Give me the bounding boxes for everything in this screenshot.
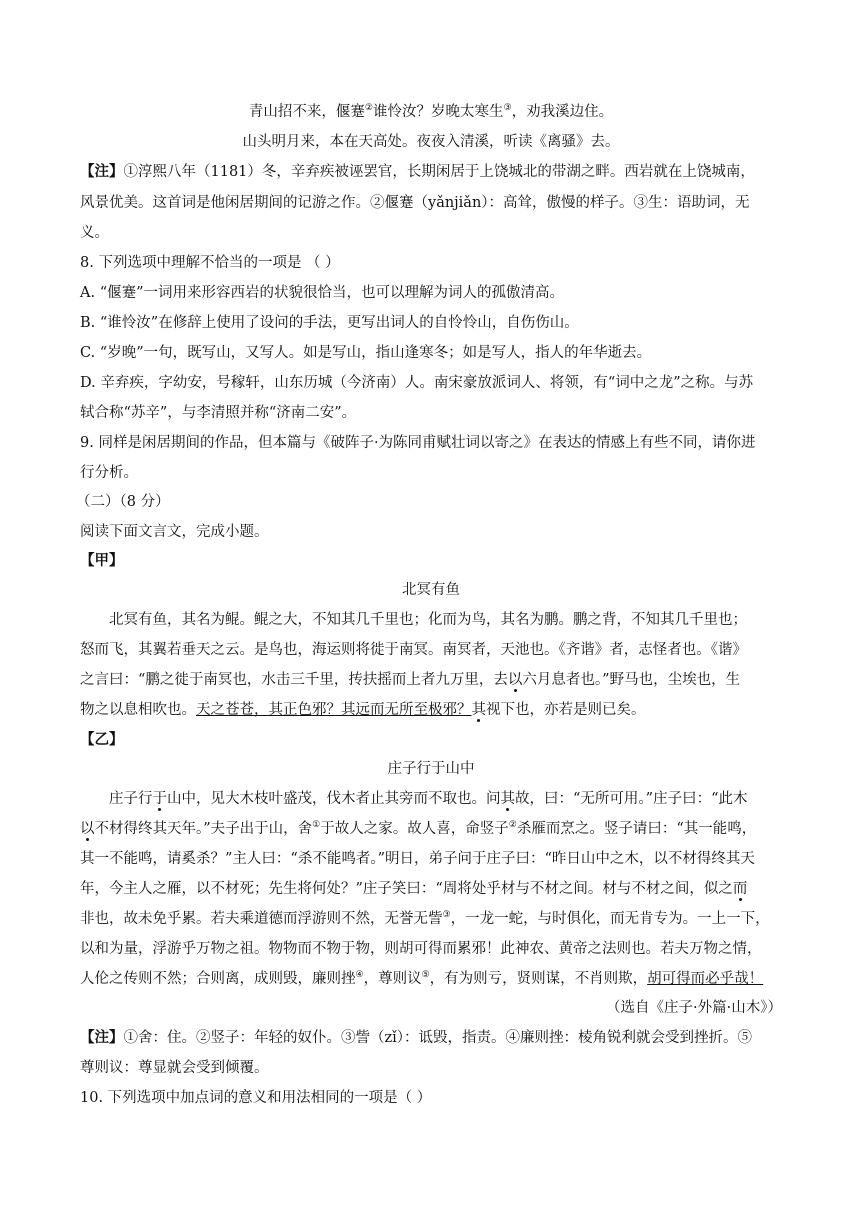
passage-jia-line-1: 北冥有鱼，其名为鲲。鲲之大，不知其几千里也；化而为鸟，其名为鹏。鹏之背，不知其几千里也； — [109, 612, 747, 628]
question-8-option-c: C. “岁晚”一句，既写山，又写人。如是写山，指山逢寒冬；如是写人，指人的年华逝去。 — [80, 345, 652, 361]
note-1-line-3: 义。 — [80, 225, 109, 241]
question-10-stem: 10. 下列选项中加点词的意义和用法相同的一项是（ ） — [80, 1090, 432, 1106]
dotted-word: 其 — [471, 702, 486, 718]
passage-yi-line-4: 年，今主人之雁，以不材死；先生将何处？”庄子笑曰：“周将处乎材与不材之间。材与不材之间，似之而 — [80, 881, 748, 897]
note-1-line-1: 【注】①淳熙八年（1181）冬，辛弃疾被诬罢官，长期闲居于上饶城北的带湖之畔。西岩就在上饶城南， — [80, 163, 755, 180]
section-heading: （二）（8 分） — [76, 494, 170, 510]
passage-yi-label: 【乙】 — [80, 731, 124, 748]
passage-jia-line-4: 物之以息相吹也。天之苍苍，其正色邪？其远而无所至极邪？其视下也，亦若是则已矣。 — [80, 702, 646, 718]
footnote-marker: ② — [508, 820, 517, 831]
question-9-line-1: 9. 同样是闲居期间的作品，但本篇与《破阵子·为陈同甫赋壮词以寄之》在表达的情感上有些不同，请你进 — [80, 435, 756, 451]
poem-line-2: 山头明月来，本在天高处。夜夜入清溪，听读《离骚》去。 — [242, 134, 620, 150]
question-8-stem: 8. 下列选项中理解不恰当的一项是 （ ） — [80, 255, 340, 271]
footnote-marker: ③ — [503, 103, 512, 114]
passage-jia-label: 【甲】 — [80, 552, 124, 569]
underlined-sentence: 胡可得而必乎哉！ — [647, 971, 764, 987]
note-1-line-2: 风景优美。这首词是他闲居期间的记游之作。②偃蹇（yǎnjiǎn）：高耸，傲慢的样子。③生：语助词，无 — [80, 195, 750, 211]
poem-line-1: 青山招不来，偃蹇②谁怜汝？岁晚太寒生③，劝我溪边住。 — [248, 103, 614, 120]
footnote-marker: ④ — [355, 970, 364, 981]
passage-yi-line-1: 庄子行于山中，见大木枝叶盛茂，伐木者止其旁而不取也。问其故，曰：“无所可用。”庄子曰：“此木 — [109, 791, 748, 807]
dotted-word: 以 — [507, 672, 523, 688]
passage-jia-title: 北冥有鱼 — [402, 582, 460, 598]
dotted-word: 其 — [500, 791, 515, 807]
passage-yi-line-2: 以不材得终其天年。”夫子出于山，舍①于故人之家。故人喜，命竖子②杀雁而烹之。竖子请曰：“其一能鸣， — [80, 820, 757, 837]
footnote-marker: ③ — [442, 910, 451, 921]
passage-jia-line-2: 怒而飞，其翼若垂天之云。是鸟也，海运则将徙于南冥。南冥者，天池也。《齐谐》者，志怪者也。《谐》 — [80, 642, 747, 658]
passage-jia-line-3: 之言曰：“鹏之徙于南冥也，水击三千里，抟扶摇而上者九万里，去以六月息者也。”野马也，尘埃也，生 — [80, 672, 741, 688]
note-label: 【注】 — [80, 1029, 124, 1046]
footnote-marker: ⑤ — [421, 970, 430, 981]
question-8-option-d-line-2: 轼合称“苏辛”，与李清照并称“济南二安”。 — [80, 405, 357, 421]
passage-yi-line-3: 其一不能鸣，请奚杀？”主人曰：“杀不能鸣者。”明日，弟子问于庄子曰：“昨日山中之木，以不材得终其天 — [80, 851, 755, 867]
footnote-marker: ① — [312, 820, 321, 831]
note-label: 【注】 — [80, 163, 124, 180]
passage-yi-title: 庄子行于山中 — [387, 761, 475, 777]
passage-yi-source: （选自《庄子·外篇·山木》） — [606, 1000, 782, 1016]
question-8-option-b: B. “谁怜汝”在修辞上使用了设问的手法，更写出词人的自怜怜山，自伤伤山。 — [80, 315, 579, 331]
passage-yi-line-7: 人伦之传则不然；合则离，成则毁，廉则挫④，尊则议⑤，有为则亏，贤则谋，不肖则欺，胡可得而必乎哉！ — [80, 970, 764, 987]
passage-yi-line-6: 以和为量，浮游乎万物之祖。物物而不物于物，则胡可得而累邪！此神农、黄帝之法则也。若夫万物之情， — [80, 941, 762, 957]
footnote-marker: ② — [364, 103, 373, 114]
dotted-word: 而 — [732, 881, 748, 897]
section-instruction: 阅读下面文言文，完成小题。 — [80, 524, 269, 540]
question-9-line-2: 行分析。 — [80, 465, 138, 481]
dotted-word: 以 — [80, 821, 95, 837]
passage-yi-line-5: 非也，故未免乎累。若夫乘道德而浮游则不然，无誉无訾③，一龙一蛇，与时俱化，而无肯专为。一上一下， — [80, 910, 770, 927]
dotted-word: 于 — [152, 791, 167, 807]
note-2-line-1: 【注】①舍：住。②竖子：年轻的奴仆。③訾（zǐ）：诋毁，指责。④廉则挫：棱角锐利就会受到挫折。⑤ — [80, 1029, 753, 1046]
underlined-sentence: 天之苍苍，其正色邪？其远而无所至极邪？ — [196, 702, 472, 718]
note-2-line-2: 尊则议：尊显就会受到倾覆。 — [80, 1060, 269, 1076]
question-8-option-a: A. “偃蹇”一词用来形容西岩的状貌很恰当，也可以理解为词人的孤傲清高。 — [80, 285, 565, 301]
question-8-option-d-line-1: D. 辛弃疾，字幼安，号稼轩，山东历城（今济南）人。南宋豪放派词人、将领，有“词中之龙”之称。与苏 — [80, 375, 754, 391]
